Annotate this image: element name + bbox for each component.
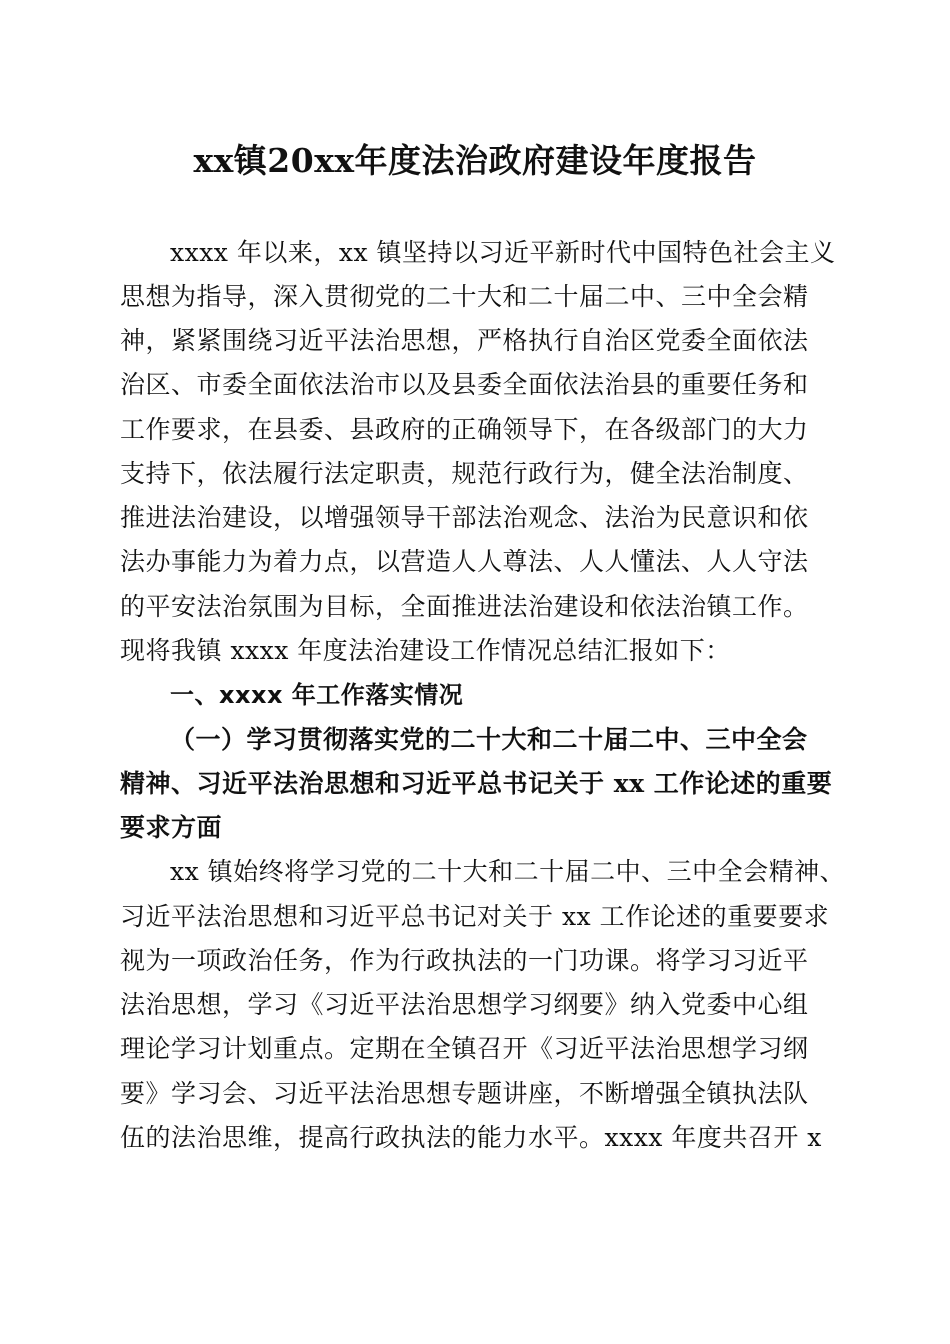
intro-line: 的平安法治氛围为目标，全面推进法治建设和依法治镇工作。	[120, 592, 809, 621]
body-line: 视为一项政治任务，作为行政执法的一门功课。将学习习近平	[120, 946, 809, 975]
document-title: xx镇20xx年度法治政府建设年度报告	[193, 141, 757, 180]
subsection-heading-line: 要求方面	[120, 813, 223, 842]
body-line: 理论学习计划重点。定期在全镇召开《习近平法治思想学习纲	[120, 1034, 809, 1063]
intro-line: 法办事能力为着力点，以营造人人尊法、人人懂法、人人守法	[120, 547, 809, 576]
body-line: 法治思想，学习《习近平法治思想学习纲要》纳入党委中心组	[120, 990, 809, 1019]
body-line: 要》学习会、习近平法治思想专题讲座，不断增强全镇执法队	[120, 1079, 809, 1108]
intro-line: xxxx 年以来，xx 镇坚持以习近平新时代中国特色社会主义	[170, 238, 836, 267]
body-line: xx 镇始终将学习党的二十大和二十届二中、三中全会精神、	[170, 857, 846, 886]
intro-line: 思想为指导，深入贯彻党的二十大和二十届二中、三中全会精	[120, 282, 809, 311]
intro-line: 工作要求，在县委、县政府的正确领导下，在各级部门的大力	[120, 415, 809, 444]
subsection-heading-line: （一）学习贯彻落实党的二十大和二十届二中、三中全会	[170, 725, 808, 754]
intro-line: 神，紧紧围绕习近平法治思想，严格执行自治区党委全面依法	[120, 326, 809, 355]
section-heading: 一、xxxx 年工作落实情况	[170, 681, 464, 709]
intro-line: 推进法治建设，以增强领导干部法治观念、法治为民意识和依	[120, 503, 809, 532]
intro-line: 治区、市委全面依法治市以及县委全面依法治县的重要任务和	[120, 370, 809, 399]
subsection-heading-line: 精神、习近平法治思想和习近平总书记关于 xx 工作论述的重要	[120, 769, 833, 798]
intro-line: 支持下，依法履行法定职责，规范行政行为，健全法治制度、	[120, 459, 809, 488]
intro-line: 现将我镇 xxxx 年度法治建设工作情况总结汇报如下：	[120, 636, 731, 665]
body-line: 伍的法治思维，提高行政执法的能力水平。xxxx 年度共召开 x	[120, 1123, 822, 1152]
body-line: 习近平法治思想和习近平总书记对关于 xx 工作论述的重要要求	[120, 902, 830, 931]
